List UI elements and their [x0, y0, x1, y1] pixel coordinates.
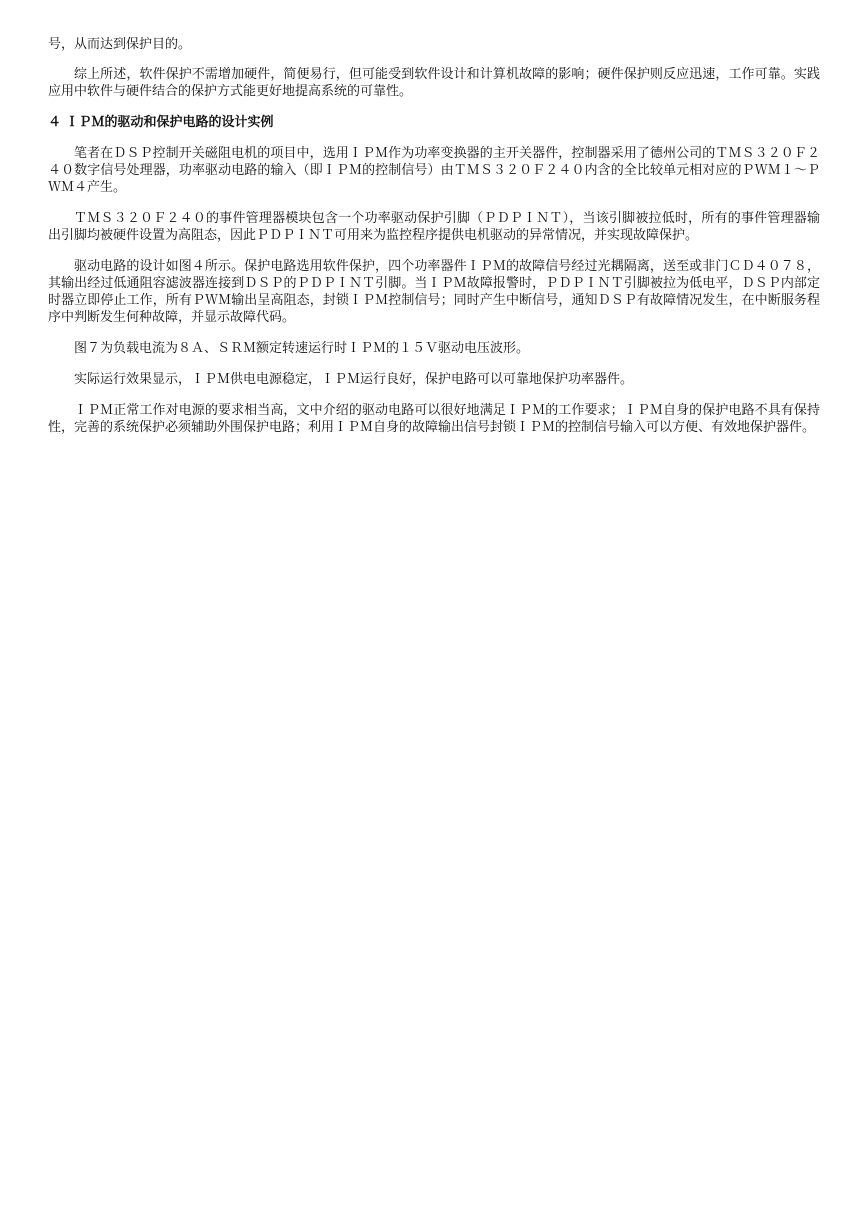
paragraph-conclusion: ＩＰＭ正常工作对电源的要求相当高，文中介绍的驱动电路可以很好地满足ＩＰＭ的工作要求；ＩＰＭ自身的保护电路不具有保持性，完善的系统保护必须辅助外围保护电路；利用ＩＰＭ自身的故障输出信号封锁ＩＰＭ的控制信号输入可以方便、有效地保护器件。	[48, 403, 820, 435]
section-heading: ４ ＩＰＭ的驱动和保护电路的设计实例	[48, 115, 274, 130]
paragraph-results: 实际运行效果显示，ＩＰＭ供电电源稳定，ＩＰＭ运行良好，保护电路可以可靠地保护功率器件。	[74, 372, 634, 387]
paragraph-event-manager: ＴＭＳ３２０Ｆ２４０的事件管理器模块包含一个功率驱动保护引脚（ＰＤＰＩＮＴ），当该引脚被拉低时，所有的事件管理器输出引脚均被硬件设置为高阻态，因此ＰＤＰＩＮＴ可用来为监控程序提供电机驱动的异常情况，并实现故障保护。	[48, 211, 820, 243]
paragraph-summary: 综上所述，软件保护不需增加硬件，简便易行，但可能受到软件设计和计算机故障的影响；硬件保护则反应迅速，工作可靠。实践应用中软件与硬件结合的保护方式能更好地提高系统的可靠性。	[48, 67, 820, 99]
paragraph-drive-circuit: 驱动电路的设计如图４所示。保护电路选用软件保护，四个功率器件ＩＰＭ的故障信号经过光耦隔离，送至或非门ＣＤ４０７８，其输出经过低通阻容滤波器连接到ＤＳＰ的ＰＤＰＩＮＴ引脚。当ＩＰＭ故障报警时，ＰＤＰＩＮＴ引脚被拉为低电平，ＤＳＰ内部定时器立即停止工作，所有ＰＷＭ输出呈高阻态，封锁ＩＰＭ控制信号；同时产生中断信号，通知ＤＳＰ有故障情况发生，在中断服务程序中判断发生何种故障，并显示故障代码。	[48, 259, 820, 325]
document-page	[48, 36, 820, 450]
paragraph-waveform: 图７为负载电流为８Ａ、ＳＲＭ额定转速运行时ＩＰＭ的１５Ｖ驱动电压波形。	[74, 341, 530, 356]
paragraph-project: 笔者在ＤＳＰ控制开关磁阻电机的项目中，选用ＩＰＭ作为功率变换器的主开关器件，控制器采用了德州公司的ＴＭＳ３２０Ｆ２４０数字信号处理器，功率驱动电路的输入（即ＩＰＭ的控制信号）由ＴＭＳ３２０Ｆ２４０内含的全比较单元相对应的ＰＷＭ１～ＰＷＭ４产生。	[48, 146, 820, 195]
paragraph-continuation: 号，从而达到保护目的。	[48, 37, 192, 52]
